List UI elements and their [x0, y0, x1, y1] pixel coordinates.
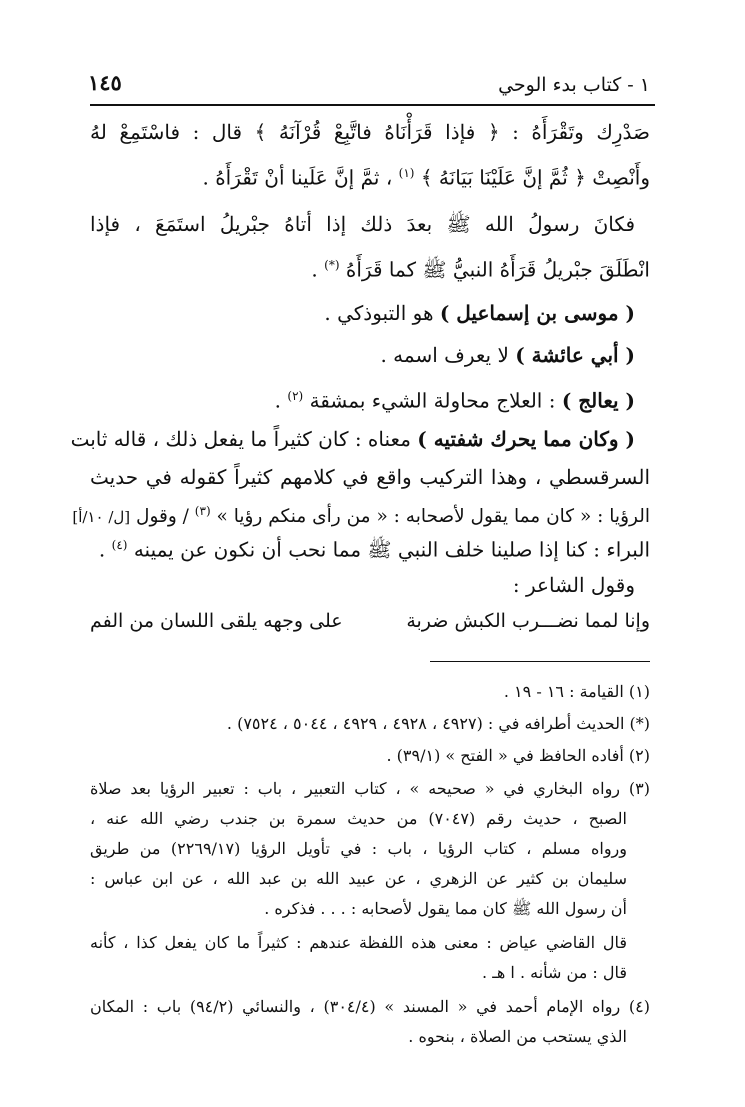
body-line-5: السرقسطي ، وهذا التركيب واقع في كلامهم كثيراً كقوله في حديث: [90, 465, 650, 489]
footnote-3-line-5: أن رسول الله ﷺ كان مما يقول لأصحابه : . . . فذكره .: [264, 899, 627, 918]
manuscript-folio-marker: [ل/ ١٠/أ]: [72, 508, 131, 527]
footnote-ref-3: (٣): [194, 504, 211, 518]
body-text: .: [311, 257, 318, 282]
footnote-3-line-6: قال القاضي عياض : معنى هذه اللفظة عندهم : كثيراً ما كان يفعل كذا ، كأنه: [90, 933, 627, 952]
quran-verse-text: وأَنْصِتْ ﴿ ثُمَّ إنَّ عَلَيْنَا بَيَانَهُ ﴾: [420, 165, 650, 190]
body-line-4: [90, 250, 650, 285]
footnote-ref-1: (١): [398, 166, 415, 180]
verse-first-hemistich: وإنا لمما نضـــرب الكبش ضربة: [406, 610, 650, 632]
body-line-7: [90, 530, 650, 565]
body-line-1: صَدْرِك وتَقْرَأَهُ : ﴿ فإذا قَرَأْنَاهُ فاتَّبِعْ قُرْآنَهُ ﴾ قال : فاسْتَمِعْ لهُ: [90, 120, 650, 144]
footnote-3-line-3: ورواه مسلم ، كتاب الرؤيا ، باب : في تأويل الرؤيا (٢٢٦٩/١٧) من طريق: [90, 839, 627, 858]
gloss-text: معناه : كان كثيراً ما يفعل ذلك ، قاله ثابت: [70, 427, 411, 451]
body-text: .: [98, 537, 106, 562]
body-text: الرؤيا : « كان مما يقول لأصحابه : « من رأى منكم رؤيا »: [216, 506, 650, 528]
footnote-3-line-4: سليمان بن كثير عن الزهري ، عن عبيد الله بن عبد الله ، عن ابن عباس :: [90, 869, 627, 888]
poet-intro: وقول الشاعر :: [512, 573, 635, 597]
body-text: ، ثمَّ إنَّ عَلَينا أنْ تَقْرَأَهُ .: [202, 165, 393, 190]
page-number: ١٤٥: [88, 70, 122, 95]
gloss-line-3: [90, 381, 635, 416]
footnote-ref-star: (*): [324, 258, 340, 272]
gloss-text: : العلاج محاولة الشيء بمشقة: [309, 388, 556, 413]
header-rule: [90, 104, 655, 106]
footnote-4-line-2: الذي يستحب من الصلاة ، بنحوه .: [408, 1027, 627, 1046]
footnote-separator: [430, 661, 650, 662]
gloss-text: .: [274, 388, 282, 413]
verse-second-hemistich: على وجهه يلقى اللسان من الفم: [90, 610, 343, 632]
footnote-3-line-1: (٣) رواه البخاري في « صحيحه » ، كتاب التعبير ، باب : تعبير الرؤيا بعد صلاة: [90, 779, 650, 798]
footnote-1: (١) القيامة : ١٦ - ١٩ .: [503, 682, 650, 701]
gloss-text: لا يعرف اسمه .: [380, 343, 509, 367]
footnote-star: (*) الحديث أطرافه في : (٤٩٢٧ ، ٤٩٢٨ ، ٤٩٢٩ ، ٥٠٤٤ ، ٧٥٢٤) .: [226, 714, 650, 733]
gloss-term: ( موسى بن إسماعيل ): [439, 301, 635, 325]
running-header-title: ١ - كتاب بدء الوحي: [498, 74, 650, 96]
gloss-term: ( وكان مما يحرك شفتيه ): [417, 427, 635, 451]
gloss-text: هو التبوذكي .: [324, 301, 434, 325]
gloss-term: ( يعالج ): [561, 388, 635, 413]
gloss-line-2: [90, 340, 635, 370]
body-line-3: فكانَ رسولُ الله ﷺ بعدَ ذلك إذا أتاهُ جبْريلُ استَمَعَ ، فإذا: [90, 212, 635, 236]
gloss-line-4: [70, 424, 635, 454]
footnote-2: (٢) أفاده الحافظ في « الفتح » (٣٩/١) .: [386, 746, 650, 765]
body-line-2: [90, 158, 650, 193]
footnote-3-line-2: الصبح ، حديث رقم (٧٠٤٧) من حديث سمرة بن جندب رضي الله عنه ،: [90, 809, 628, 828]
footnote-3-line-7: قال : من شأنه . ا هـ .: [482, 963, 627, 982]
body-text: / وقول: [136, 506, 189, 528]
footnote-ref-4: (٤): [111, 538, 128, 552]
gloss-term: ( أبي عائشة ): [515, 343, 635, 367]
footnote-ref-2: (٢): [287, 389, 304, 403]
body-text: انْطَلَقَ جبْريلُ قَرَأَهُ النبيُّ ﷺ كما قَرَأَهُ: [345, 257, 650, 282]
body-line-6: [40, 496, 650, 532]
body-text: البراء : كنا إذا صلينا خلف النبي ﷺ مما نحب أن نكون عن يمينه: [133, 537, 650, 562]
footnote-4-line-1: (٤) رواه الإمام أحمد في « المسند » (٣٠٤/٤) ، والنسائي (٩٤/٢) باب : المكان: [90, 997, 651, 1016]
gloss-line-1: [90, 298, 635, 328]
